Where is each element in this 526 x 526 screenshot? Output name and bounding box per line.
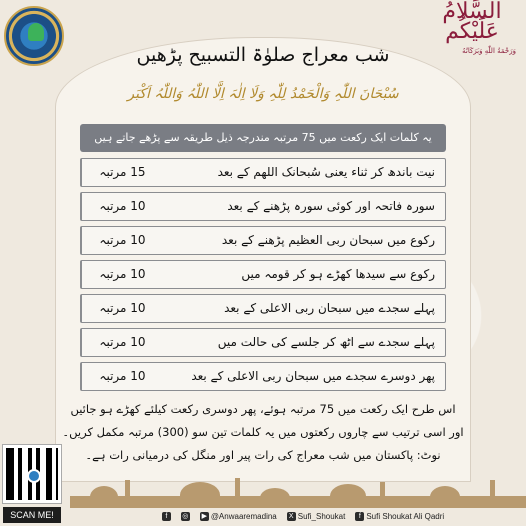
instagram-icon: ◎ <box>182 512 189 520</box>
social-item-instagram[interactable] <box>181 512 190 521</box>
facebook-page-icon: f <box>355 512 364 521</box>
instruction-bar: یہ کلمات ایک رکعت میں 75 مرتبہ مندرجہ ذیل طریقہ سے پڑھے جاتے ہیں <box>80 124 446 152</box>
minaret-shape <box>490 480 495 508</box>
social-links <box>140 508 466 524</box>
qr-logo-icon <box>27 469 41 483</box>
youtube-icon: ▶ <box>201 512 207 520</box>
row-count: 10 مرتبہ <box>81 261 163 288</box>
dome-shape <box>330 484 366 508</box>
footer-notes <box>62 398 464 467</box>
social-item-x[interactable] <box>287 512 346 521</box>
dome-shape <box>260 488 290 508</box>
row-text: سورہ فاتحہ اور کوئی سورہ پڑھنے کے بعد <box>227 199 435 213</box>
facebook-page-name: Sufi Shoukat Ali Qadri <box>366 511 445 521</box>
table-row <box>80 192 446 221</box>
footer-line-1: اس طرح ایک رکعت میں 75 مرتبہ ہوئے، پھر دوسری رکعت کیلئے کھڑے ہو جائیں <box>70 402 456 416</box>
row-count: 10 مرتبہ <box>81 193 163 220</box>
footer-line-3: نوٹ: پاکستان میں شب معراج کی رات پیر اور منگل کی درمیانی رات ہے۔ <box>85 448 441 462</box>
row-count: 10 مرتبہ <box>81 227 163 254</box>
x-handle: Sufi_Shoukat <box>297 511 346 521</box>
dome-shape <box>180 482 220 508</box>
social-item-facebook[interactable] <box>162 512 171 521</box>
dome-shape <box>90 486 118 508</box>
social-item-facebook-page[interactable] <box>355 512 444 521</box>
qr-code[interactable] <box>3 445 61 503</box>
minaret-shape <box>235 478 240 508</box>
row-text: رکوع میں سبحان ربی العظیم پڑھنے کے بعد <box>221 233 435 247</box>
row-count: 15 مرتبہ <box>81 159 163 186</box>
salam-greeting: السَّلَامُ عَلَيْكُم <box>442 0 502 44</box>
row-count: 10 مرتبہ <box>81 295 163 322</box>
page-title: شب معراج صلوٰۃ التسبیح پڑھیں <box>136 44 390 66</box>
salam-subtext: وَرَحْمَةُ اللّٰهِ وَبَرَكَاتُهُ <box>462 47 516 55</box>
facebook-icon: f <box>162 512 171 521</box>
table-row <box>80 294 446 323</box>
table-row <box>80 158 446 187</box>
dome-shape <box>430 486 460 508</box>
minaret-shape <box>125 480 130 508</box>
row-text: پھر دوسرے سجدے میں سبحان ربی الاعلی کے بعد <box>191 369 435 383</box>
green-dome-icon <box>28 23 44 41</box>
row-text: پہلے سجدے میں سبحان ربی الاعلی کے بعد <box>224 301 435 315</box>
table-row <box>80 328 446 357</box>
table-row <box>80 362 446 391</box>
row-text: پہلے سجدے سے اٹھ کر جلسے کی حالت میں <box>217 335 435 349</box>
table-row <box>80 260 446 289</box>
steps-table <box>80 158 446 396</box>
footer-line-2: اور اسی ترتیب سے چاروں رکعتوں میں یہ کلمات تین سو (300) مرتبہ مکمل کریں۔ <box>62 425 464 439</box>
row-text: رکوع سے سیدھا کھڑے ہو کر قومہ میں <box>241 267 435 281</box>
x-icon: X <box>287 512 296 521</box>
minaret-shape <box>380 482 385 508</box>
tasbih-calligraphy: سُبْحَانَ اللّٰہِ وَالْحَمْدُ لِلّٰہِ وَلَا اِلٰہَ اِلَّا اللّٰہُ وَاللّٰہُ اَکْبَر <box>127 86 399 102</box>
social-item-youtube[interactable] <box>200 512 277 521</box>
row-count: 10 مرتبہ <box>81 329 163 356</box>
mosque-skyline <box>70 478 526 508</box>
table-row <box>80 226 446 255</box>
row-count: 10 مرتبہ <box>81 363 163 390</box>
scan-me-label: SCAN ME! <box>3 507 61 523</box>
youtube-handle: @Anwaaremadina <box>210 511 277 521</box>
row-text: نیت باندھ کر ثناء یعنی سُبحانک اللھم کے بعد <box>217 165 435 179</box>
